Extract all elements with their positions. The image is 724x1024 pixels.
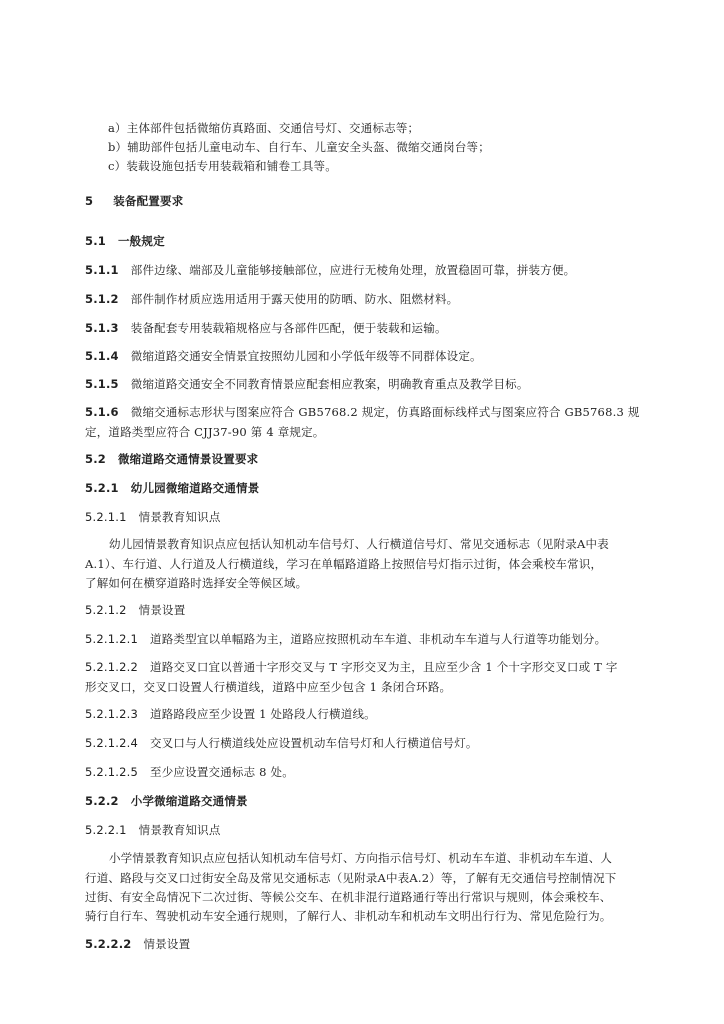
clause-text: 部件边缘、端部及儿童能够接触部位，应进行无棱角处理，放置稳固可靠，拼装方便。 bbox=[130, 263, 576, 277]
clause-5-1-1 bbox=[85, 263, 575, 277]
section-5-1-heading bbox=[85, 234, 165, 248]
section-5-2-2-2-heading bbox=[85, 937, 190, 951]
list-item-b: b）辅助部件包括儿童电动车、自行车、儿童安全头盔、微缩交通岗台等； bbox=[108, 140, 490, 154]
clause-number: 5.1.5 bbox=[85, 377, 119, 391]
clause-text: 道路路段应至少设置 1 处路段人行横道线。 bbox=[150, 707, 376, 721]
clause-text: 至少应设置交通标志 8 处。 bbox=[150, 765, 294, 779]
paragraph-line: 了解如何在横穿道路时选择安全等候区域。 bbox=[85, 576, 308, 590]
paragraph-line: A.1）、车行道、人行道及人行横道线，学习在单幅路道路上按照信号灯指示过街，体会乘校车常识， bbox=[85, 557, 603, 571]
clause-text: 微缩交通标志形状与图案应符合 GB5768.2 规定，仿真路面标线样式与图案应符合 GB5768.3 规 bbox=[130, 405, 640, 419]
section-title: 微缩道路交通情景设置要求 bbox=[117, 452, 259, 466]
clause-number: 5.2.1.2.5 bbox=[85, 765, 139, 779]
clause-5-2-1-2-2-cont: 形交叉口，交叉口设置人行横道线，道路中应至少包含 1 条闭合环路。 bbox=[85, 680, 452, 694]
clause-5-1-2 bbox=[85, 292, 458, 306]
section-5-2-heading bbox=[85, 452, 258, 466]
paragraph-line: 小学情景教育知识点应包括认知机动车信号灯、方向指示信号灯、机动车车道、非机动车车道、人 bbox=[109, 851, 613, 865]
clause-text: 道路类型宜以单幅路为主，道路应按照机动车车道、非机动车车道与人行道等功能划分。 bbox=[150, 632, 607, 646]
clause-5-2-1-2-1 bbox=[85, 632, 606, 646]
clause-5-2-1-2-4 bbox=[85, 736, 478, 750]
clause-5-1-6-cont: 定，道路类型应符合 CJJ37-90 第 4 章规定。 bbox=[85, 425, 325, 439]
clause-number: 5.1.3 bbox=[85, 321, 119, 335]
section-number: 5.2.2.2 bbox=[85, 937, 132, 951]
paragraph-line: 过街、有安全岛情况下二次过街、等候公交车、在机非混行道路通行等出行常识与规则，体会乘校车、 bbox=[85, 890, 612, 904]
section-number: 5.2 bbox=[85, 452, 106, 466]
paragraph-line: 幼儿园情景教育知识点应包括认知机动车信号灯、人行横道信号灯、常见交通标志（见附录A中表 bbox=[109, 537, 609, 551]
clause-number: 5.1.2 bbox=[85, 292, 119, 306]
clause-number: 5.2.1.2.1 bbox=[85, 632, 139, 646]
clause-number: 5.2.1.2.2 bbox=[85, 660, 139, 674]
section-title: 情景设置 bbox=[143, 937, 191, 951]
section-5-2-1-2-heading bbox=[85, 603, 185, 617]
section-title: 小学微缩道路交通情景 bbox=[130, 794, 248, 808]
section-title: 幼儿园微缩道路交通情景 bbox=[130, 481, 260, 495]
clause-number: 5.1.6 bbox=[85, 405, 119, 419]
list-item-a: a）主体部件包括微缩仿真路面、交通信号灯、交通标志等； bbox=[108, 121, 420, 135]
section-number: 5.2.1.2 bbox=[85, 603, 127, 617]
section-title: 装备配置要求 bbox=[113, 194, 184, 208]
clause-5-2-1-2-5 bbox=[85, 765, 294, 779]
section-number: 5.2.1.1 bbox=[85, 510, 127, 524]
clause-text: 交叉口与人行横道线处应设置机动车信号灯和人行横道信号灯。 bbox=[150, 736, 478, 750]
clause-number: 5.2.1.2.4 bbox=[85, 736, 139, 750]
section-number: 5.1 bbox=[85, 234, 106, 248]
section-number: 5.2.1 bbox=[85, 481, 119, 495]
section-5-heading bbox=[85, 194, 183, 208]
section-number: 5.2.2 bbox=[85, 794, 119, 808]
clause-text: 装备配套专用装载箱规格应与各部件匹配，便于装载和运输。 bbox=[130, 321, 447, 335]
paragraph-line: 骑行自行车、驾驶机动车安全通行规则，了解行人、非机动车和机动车文明出行行为、常见危险行为。 bbox=[85, 909, 612, 923]
list-item-c: c）装载设施包括专用装载箱和铺卷工具等。 bbox=[108, 159, 337, 173]
clause-text: 微缩道路交通安全情景宜按照幼儿园和小学低年级等不同群体设定。 bbox=[130, 349, 482, 363]
section-title: 情景教育知识点 bbox=[138, 823, 221, 837]
section-number: 5.2.2.1 bbox=[85, 823, 127, 837]
clause-text: 微缩道路交通安全不同教育情景应配套相应教案，明确教育重点及教学目标。 bbox=[130, 377, 529, 391]
clause-number: 5.2.1.2.3 bbox=[85, 707, 139, 721]
clause-5-2-1-2-2 bbox=[85, 660, 618, 674]
clause-text: 部件制作材质应选用适用于露天使用的防晒、防水、阻燃材料。 bbox=[130, 292, 459, 306]
clause-5-1-3 bbox=[85, 321, 447, 335]
clause-5-1-4 bbox=[85, 349, 482, 363]
section-title: 情景设置 bbox=[138, 603, 186, 617]
section-5-2-2-heading bbox=[85, 794, 248, 808]
clause-5-1-5 bbox=[85, 377, 529, 391]
clause-number: 5.1.1 bbox=[85, 263, 119, 277]
paragraph-line: 行道、路段与交叉口过街安全岛及常见交通标志（见附录A中表A.2）等，了解有无交通信号控制情况下 bbox=[85, 871, 617, 885]
clause-number: 5.1.4 bbox=[85, 349, 119, 363]
section-5-2-1-1-heading bbox=[85, 510, 221, 524]
section-title: 情景教育知识点 bbox=[138, 510, 221, 524]
clause-5-1-6 bbox=[85, 405, 640, 419]
section-5-2-1-heading bbox=[85, 481, 259, 495]
section-number: 5 bbox=[85, 194, 94, 208]
section-title: 一般规定 bbox=[117, 234, 165, 248]
clause-text: 道路交叉口宜以普通十字形交叉与 T 字形交叉为主，且应至少含 1 个十字形交叉口或 T 字 bbox=[150, 660, 618, 674]
section-5-2-2-1-heading bbox=[85, 823, 221, 837]
clause-5-2-1-2-3 bbox=[85, 707, 376, 721]
